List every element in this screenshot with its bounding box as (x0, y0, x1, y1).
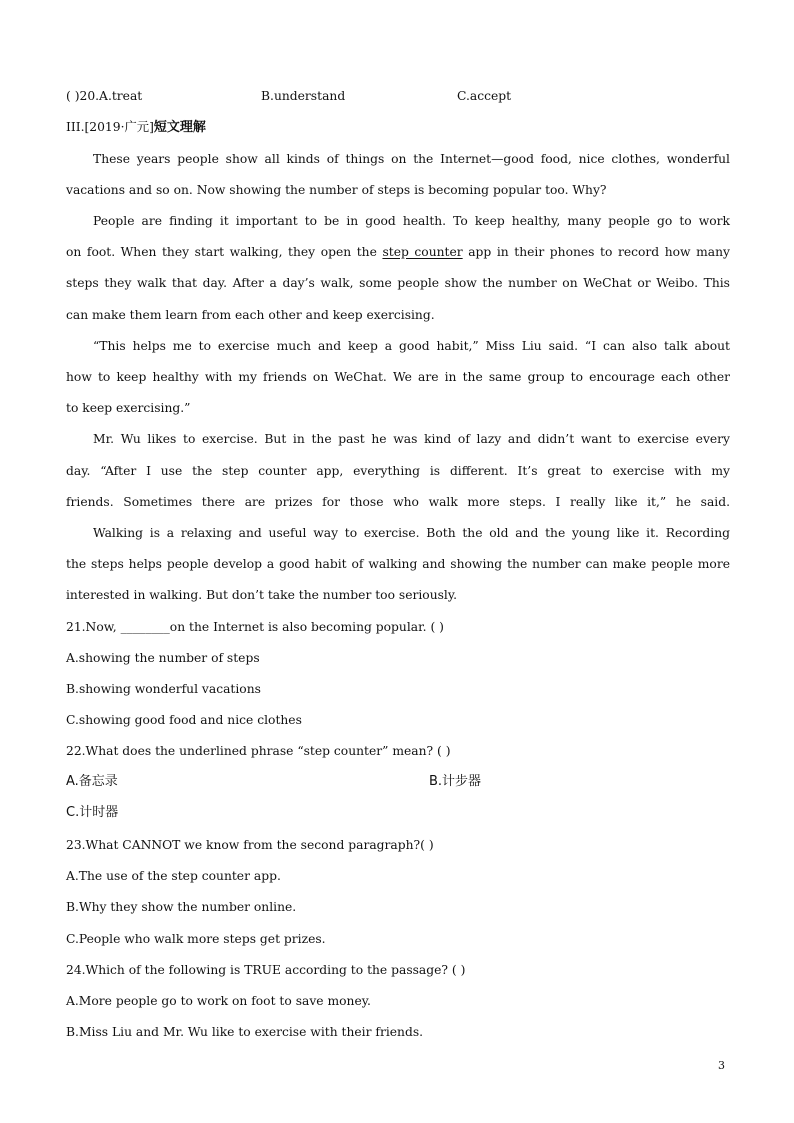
passage-p1-line1: These years people show all kinds of things on the Internet—good food, nice clothes, wonderful (93, 152, 730, 166)
passage-p3-line2: how to keep healthy with my friends on WeChat. We are in the same group to encourage each other (66, 370, 730, 384)
q21-option-c: C.showing good food and nice clothes (66, 713, 302, 727)
q21-stem: 21.Now, ________on the Internet is also becoming popular. ( ) (66, 620, 444, 634)
passage-p1-line2: vacations and so on. Now showing the number of steps is becoming popular too. Why? (66, 183, 607, 197)
passage-p2-line3: steps they walk that day. After a day’s walk, some people show the number on WeChat or Weibo. This (66, 276, 730, 290)
section-heading (66, 117, 730, 137)
q20-option-a: ( )20.A.treat (66, 89, 143, 103)
section-title: 短文理解 (153, 120, 206, 135)
q23-option-b: B.Why they show the number online. (66, 900, 297, 914)
q22-option-c: C.计时器 (66, 805, 119, 820)
q22-stem: 22.What does the underlined phrase “step counter” mean? ( ) (66, 744, 451, 758)
passage-p3-line3: to keep exercising.” (66, 401, 191, 415)
passage-p4-line3: friends. Sometimes there are prizes for those who walk more steps. I really like it,” he said. (66, 495, 730, 509)
q23-option-a: A.The use of the step counter app. (66, 869, 281, 883)
passage-p2-line4: can make them learn from each other and keep exercising. (66, 308, 435, 322)
q23-stem: 23.What CANNOT we know from the second paragraph?( ) (66, 838, 434, 852)
passage-text: on foot. When they start walking, they open the (66, 245, 383, 259)
q21-option-b: B.showing wonderful vacations (66, 682, 261, 696)
passage-p5-line2: the steps helps people develop a good habit of walking and showing the number can make people more (66, 557, 730, 571)
section-label: III.[2019·广元] (66, 120, 154, 134)
underlined-phrase: step counter (382, 245, 463, 259)
q24-option-b: B.Miss Liu and Mr. Wu like to exercise with their friends. (66, 1025, 424, 1039)
passage-p3-line1: “This helps me to exercise much and keep a good habit,” Miss Liu said. “I can also talk about (93, 339, 730, 353)
passage-p2-line2 (66, 242, 730, 262)
passage-p5-line1: Walking is a relaxing and useful way to exercise. Both the old and the young like it. Recording (93, 526, 730, 540)
q24-stem: 24.Which of the following is TRUE according to the passage? ( ) (66, 963, 466, 977)
q24-option-a: A.More people go to work on foot to save money. (66, 994, 371, 1008)
passage-text: app in their phones to record how many (462, 245, 730, 259)
q20-option-c: C.accept (457, 89, 512, 103)
q22-option-a: A.备忘录 (66, 774, 118, 789)
q23-option-c: C.People who walk more steps get prizes. (66, 932, 326, 946)
q20-line (66, 86, 730, 106)
passage-p4-line1: Mr. Wu likes to exercise. But in the past he was kind of lazy and didn’t want to exercise every (93, 432, 730, 446)
passage-p2-line1: People are finding it important to be in good health. To keep healthy, many people go to work (93, 214, 730, 228)
passage-p4-line2: day. “After I use the step counter app, everything is different. It’s great to exercise with my (66, 464, 730, 478)
page-number: 3 (718, 1059, 725, 1072)
q22-options-row (66, 772, 730, 792)
q22-option-b: B.计步器 (429, 774, 482, 789)
passage-p5-line3: interested in walking. But don’t take the number too seriously. (66, 588, 458, 602)
q20-option-b: B.understand (261, 89, 346, 103)
q21-option-a: A.showing the number of steps (66, 651, 260, 665)
